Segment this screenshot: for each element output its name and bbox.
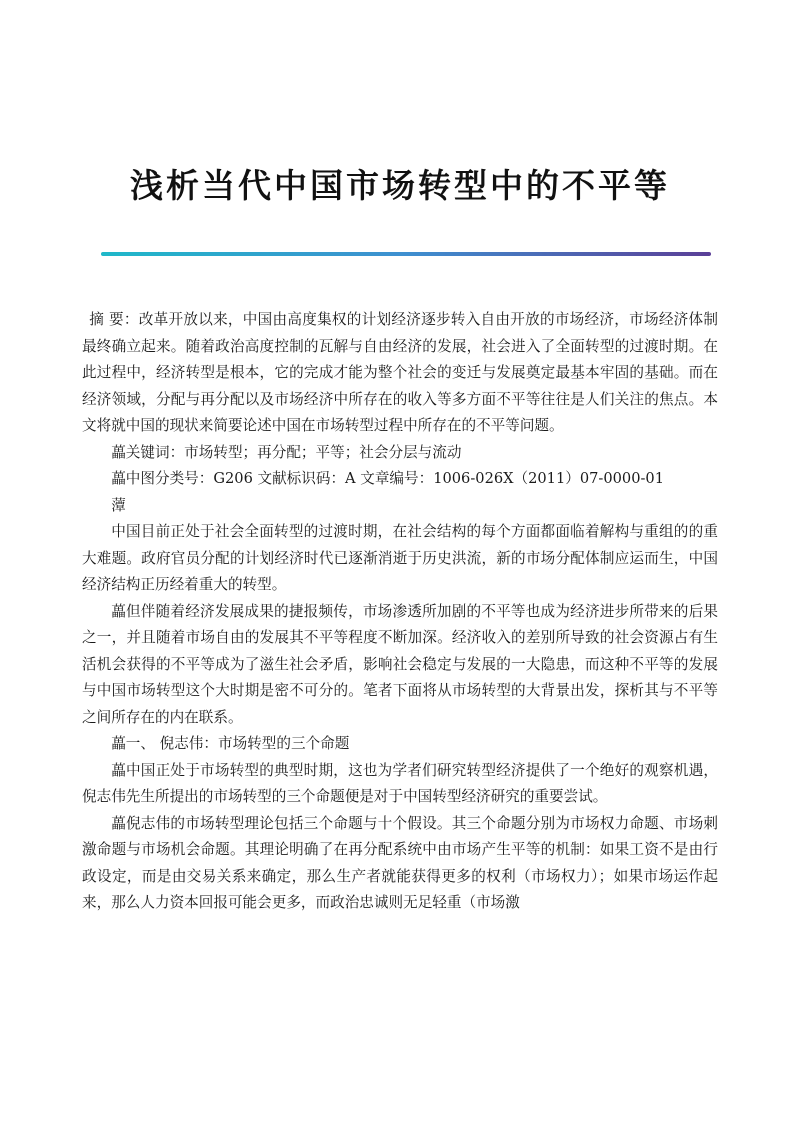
document-title: 浅析当代中国市场转型中的不平等	[130, 166, 670, 205]
body-paragraph: 藟中国正处于市场转型的典型时期，这也为学者们研究转型经济提供了一个绝好的观察机遇，倪志伟先生所提出的市场转型的三个命题便是对于中国转型经济研究的重要尝试。	[82, 761, 718, 805]
body-paragraph: 藟但伴随着经济发展成果的捷报频传，市场渗透所加剧的不平等也成为经济进步所带来的后果之一，并且随着市场自由的发展其不平等程度不断加深。经济收入的差别所导致的社会资源占有生活机会获得的不平等成为了滋生社会矛盾，影响社会稳定与发展的一大隐患，而这种不平等的发展与中国市场转型这个大时期是密不可分的。笔者下面将从市场转型的大背景出发，探析其与不平等之间所存在的内在联系。	[82, 602, 718, 726]
abstract-paragraph: 摘 要：改革开放以来，中国由高度集权的计划经济逐步转入自由开放的市场经济，市场经济体制最终确立起来。随着政治高度控制的瓦解与自由经济的发展，社会进入了全面转型的过渡时期。在此过程中，经济转型是根本，它的完成才能为整个社会的变迁与发展奠定最基本牢固的基础。而在经济领域，分配与再分配以及市场经济中所存在的收入等多方面不平等往往是人们关注的焦点。本文将就中国的现状来简要论述中国在市场转型过程中所存在的不平等问题。	[82, 311, 718, 434]
section-heading: 藟一、 倪志伟：市场转型的三个命题	[111, 735, 350, 752]
keywords-line: 藟关键词：市场转型；再分配；平等；社会分层与流动	[111, 443, 462, 461]
body-paragraph: 中国目前正处于社会全面转型的过渡时期，在社会结构的每个方面都面临着解构与重组的的重大难题。政府官员分配的计划经济时代已逐渐消逝于历史洪流，新的市场分配体制应运而生，中国经济结构正历经着重大的转型。	[82, 523, 718, 593]
body-paragraph: 藟倪志伟的市场转型理论包括三个命题与十个假设。其三个命题分别为市场权力命题、市场刺激命题与市场机会命题。其理论明确了在再分配系统中由市场产生平等的机制：如果工资不是由行政设定，而是由交易关系来确定，那么生产者就能获得更多的权利（市场权力）；如果市场运作起来，那么人力资本回报可能会更多，而政治忠诚则无足轻重（市场激	[82, 814, 718, 911]
title-divider	[101, 252, 711, 256]
classification-line: 藟中图分类号：G206 文献标识码：A 文章编号：1006-026X（2011）07-0000-01	[111, 470, 664, 487]
section-marker: 藫	[111, 496, 126, 514]
document-body	[82, 307, 718, 917]
